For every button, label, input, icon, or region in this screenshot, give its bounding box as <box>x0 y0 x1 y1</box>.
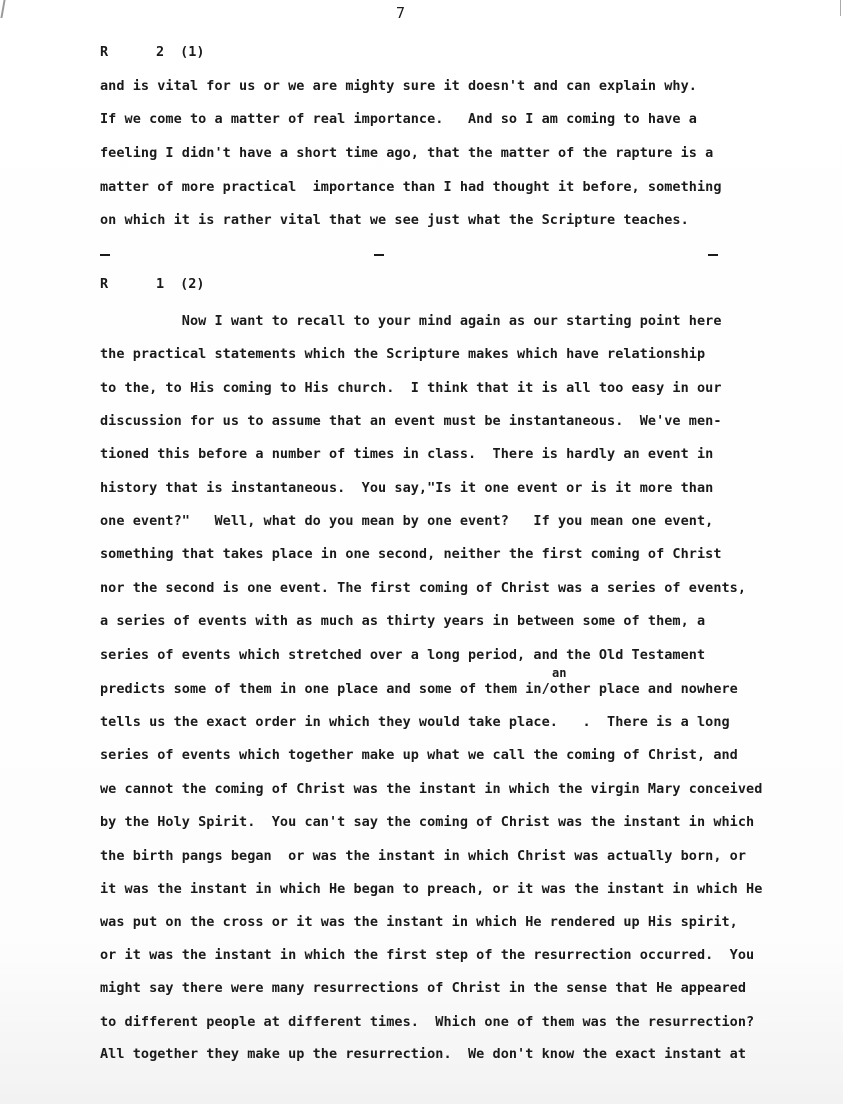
text-line: a series of events with as much as thirty years in between some of them, a <box>100 613 706 629</box>
text-line: to different people at different times. Which one of them was the resurrection? <box>100 1014 755 1030</box>
section-marker-part: (2) <box>180 276 205 292</box>
text-line: something that takes place in one second, neither the first coming of Christ <box>100 546 722 562</box>
section-marker-r1-2 <box>100 276 205 292</box>
text-line: matter of more practical importance than I had thought it before, something <box>100 179 722 195</box>
page-edge-mark-right <box>840 0 841 16</box>
text-line: the practical statements which the Scripture makes which have relationship <box>100 346 706 362</box>
separator-dash-center <box>374 254 384 256</box>
text-line: it was the instant in which He began to preach, or it was the instant in which He <box>100 881 763 897</box>
text-line: All together they make up the resurrection. We don't know the exact instant at <box>100 1046 747 1062</box>
text-line: and is vital for us or we are mighty sure it doesn't and can explain why. <box>100 78 697 94</box>
text-line: tells us the exact order in which they would take place. . There is a long <box>100 714 730 730</box>
section-marker-part: (1) <box>180 44 205 60</box>
text-line: Now I want to recall to your mind again as our starting point here <box>100 313 722 329</box>
text-line: the birth pangs began or was the instant in which Christ was actually born, or <box>100 848 747 864</box>
text-line: tioned this before a number of times in class. There is hardly an event in <box>100 446 714 462</box>
page-number: 7 <box>396 4 406 22</box>
text-line: might say there were many resurrections of Christ in the sense that He appeared <box>100 980 747 996</box>
text-line: on which it is rather vital that we see just what the Scripture teaches. <box>100 212 689 228</box>
section-marker-r2-1 <box>100 44 205 60</box>
separator-dash-left <box>100 254 110 256</box>
text-line: one event?" Well, what do you mean by one event? If you mean one event, <box>100 513 714 529</box>
section-marker-number: 1 <box>156 276 165 292</box>
text-line: discussion for us to assume that an event must be instantaneous. We've men- <box>100 413 722 429</box>
text-line: nor the second is one event. The first coming of Christ was a series of events, <box>100 580 747 596</box>
page-edge-mark <box>0 0 5 18</box>
section-marker-letter: R <box>100 44 109 60</box>
separator-dash-right <box>708 254 718 256</box>
text-line: series of events which stretched over a long period, and the Old Testament <box>100 647 706 663</box>
text-line: series of events which together make up what we call the coming of Christ, and <box>100 747 738 763</box>
text-line: was put on the cross or it was the instant in which He rendered up His spirit, <box>100 914 738 930</box>
text-line: to the, to His coming to His church. I think that it is all too easy in our <box>100 380 722 396</box>
text-line: If we come to a matter of real importance. And so I am coming to have a <box>100 111 697 127</box>
text-line: predicts some of them in one place and some of them in/other place and nowhere <box>100 681 738 697</box>
text-line: we cannot the coming of Christ was the instant in which the virgin Mary conceived <box>100 781 763 797</box>
section-marker-number: 2 <box>156 44 165 60</box>
text-line: history that is instantaneous. You say,"Is it one event or is it more than <box>100 480 714 496</box>
text-line: or it was the instant in which the first step of the resurrection occurred. You <box>100 947 755 963</box>
text-line: by the Holy Spirit. You can't say the coming of Christ was the instant in which <box>100 814 755 830</box>
handwritten-insertion: an <box>552 666 567 680</box>
text-line: feeling I didn't have a short time ago, that the matter of the rapture is a <box>100 145 714 161</box>
section-marker-letter: R <box>100 276 109 292</box>
